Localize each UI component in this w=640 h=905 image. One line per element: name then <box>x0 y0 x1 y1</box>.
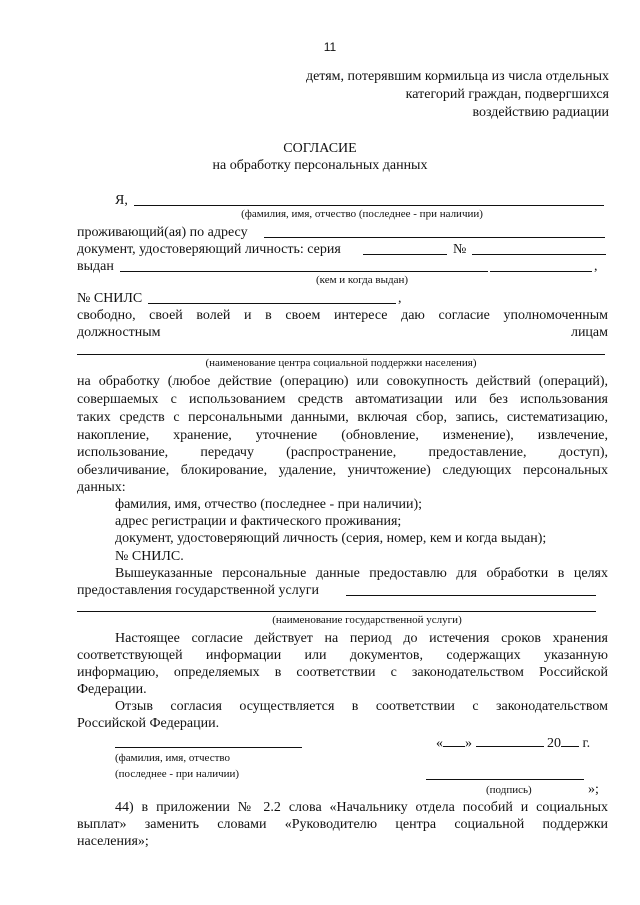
issued-label: выдан <box>77 259 114 274</box>
consent-line-1: свободно, своей волей и в своем интересе даю согласие уполномоченным <box>77 308 608 323</box>
center-caption: (наименование центра социальной поддержки населения) <box>205 357 477 369</box>
processing-line-7: данных: <box>77 480 126 495</box>
applicant-name-line[interactable] <box>115 747 302 748</box>
processing-line-1: на обработку (любое действие (операцию) или совокупность действий (операций), <box>77 374 608 389</box>
document-series-line[interactable] <box>363 254 447 255</box>
signature-line[interactable] <box>426 779 584 780</box>
service-caption: (наименование государственной услуги) <box>272 614 462 626</box>
amendment-line-2: выплат» заменить словами «Руководителю центра социальной поддержки <box>77 817 608 832</box>
fio-caption: (фамилия, имя, отчество (последнее - при наличии) <box>241 208 483 220</box>
validity-line-4: Федерации. <box>77 682 147 697</box>
header-line-2: категорий граждан, подвергшихся <box>405 87 609 102</box>
revocation-line-1: Отзыв согласия осуществляется в соответствии с законодательством <box>115 699 608 714</box>
amendment-line-1: 44) в приложении № 2.2 слова «Начальнику отдела пособий и социальных <box>115 800 608 815</box>
validity-line-2: соответствующей информации или документов, содержащих указанную <box>77 648 608 663</box>
date-year-blank[interactable] <box>561 734 579 747</box>
header-line-1: детям, потерявшим кормильца из числа отдельных <box>305 69 609 84</box>
processing-line-6: обезличивание, блокирование, удаление, уничтожение) следующих персональных <box>77 463 608 478</box>
snils-label: № СНИЛС <box>77 291 143 306</box>
list-item: № СНИЛС. <box>115 549 184 564</box>
page-number: 11 <box>323 40 337 54</box>
date-year-suffix: г. <box>582 736 591 751</box>
i-label: Я, <box>115 193 128 208</box>
service-name-line-2[interactable] <box>77 611 596 612</box>
date-close-quote: » <box>465 736 472 751</box>
name-caption-2: (последнее - при наличии) <box>115 768 240 780</box>
date-year-prefix: 20 <box>547 736 561 751</box>
revocation-line-2: Российской Федерации. <box>77 716 220 731</box>
list-item: адрес регистрации и фактического проживания; <box>115 514 402 529</box>
address-line[interactable] <box>264 237 605 238</box>
issued-caption: (кем и когда выдан) <box>315 274 409 286</box>
consent-line-2-left: должностным <box>77 325 161 340</box>
issued-by-line[interactable] <box>120 271 488 272</box>
date-day-blank[interactable] <box>443 734 465 747</box>
purpose-line-1: Вышеуказанные персональные данные предоставлю для обработки в целях <box>115 566 608 581</box>
date-month-blank[interactable] <box>476 734 544 747</box>
snils-line[interactable] <box>148 303 396 304</box>
purpose-line-2: предоставления государственной услуги <box>77 583 319 598</box>
date-open-quote: « <box>436 736 443 751</box>
list-item: фамилия, имя, отчество (последнее - при наличии); <box>115 497 423 512</box>
processing-line-3: таких средств с персональными данными, включая сбор, запись, систематизацию, <box>77 410 608 425</box>
issued-date-line[interactable] <box>490 271 592 272</box>
service-name-line-1[interactable] <box>346 595 596 596</box>
processing-line-2: совершаемых с использованием средств автоматизации или без использования <box>77 392 608 407</box>
document-subtitle: на обработку персональных данных <box>212 158 428 173</box>
validity-line-3: информацию, определяемых в соответствии с законодательством Российской <box>77 665 608 680</box>
document-label: документ, удостоверяющий личность: серия <box>77 242 341 257</box>
number-sign: № <box>453 242 467 257</box>
document-number-line[interactable] <box>472 254 606 255</box>
center-name-line[interactable] <box>77 354 605 355</box>
processing-line-5: использование, передачу (распространение, предоставление, доступ), <box>77 445 608 460</box>
date-field[interactable] <box>436 734 590 752</box>
fio-line[interactable] <box>134 205 604 206</box>
issued-comma: , <box>594 259 598 274</box>
closing-quote: »; <box>588 782 599 797</box>
list-item: документ, удостоверяющий личность (серия, номер, кем и когда выдан); <box>115 531 547 546</box>
processing-line-4: накопление, хранение, уточнение (обновление, изменение), извлечение, <box>77 428 608 443</box>
document-title: СОГЛАСИЕ <box>283 141 357 156</box>
amendment-line-3: населения»; <box>77 834 149 849</box>
name-caption-1: (фамилия, имя, отчество <box>115 752 231 764</box>
header-line-3: воздействию радиации <box>472 105 609 120</box>
consent-line-2-right: лицам <box>570 325 608 340</box>
signature-caption: (подпись) <box>486 784 532 796</box>
snils-comma: , <box>398 291 402 306</box>
address-label: проживающий(ая) по адресу <box>77 225 248 240</box>
validity-line-1: Настоящее согласие действует на период до истечения сроков хранения <box>115 631 608 646</box>
